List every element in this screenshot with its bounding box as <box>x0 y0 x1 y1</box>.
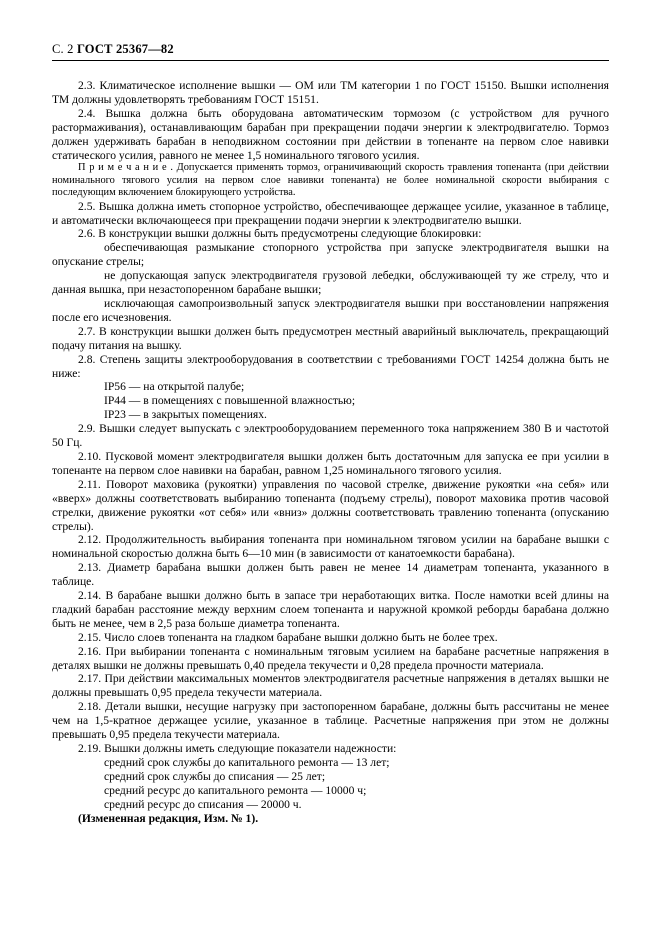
document-paragraph: исключающая самопроизвольный запуск электродвигателя вышки при восстановлении напряжения после его исчезновения. <box>52 297 609 324</box>
document-paragraph: 2.6. В конструкции вышки должны быть предусмотрены следующие блокировки: <box>78 227 482 241</box>
document-paragraph: средний срок службы до капитального ремонта — 13 лет; <box>104 755 390 769</box>
document-paragraph: средний ресурс до капитального ремонта — 10000 ч; <box>104 783 367 797</box>
document-paragraph: 2.4. Вышка должна быть оборудована автоматическим тормозом (с устройством для ручного растормаживания), останавливающим барабан при прекращении подачи энергии к электродвигателю. Тормоз должен удерживать барабан в неподвижном состоянии при действии в топенанте на первом слое навивки статического усилия, равного не менее 1,5 номинального тягового усилия. <box>52 106 609 162</box>
document-paragraph: средний ресурс до списания — 20000 ч. <box>104 797 302 811</box>
standard-designation: ГОСТ 25367—82 <box>76 42 174 56</box>
document-paragraph: IP56 — на открытой палубе; <box>104 380 245 394</box>
document-paragraph: 2.11. Поворот маховика (рукоятки) управления по часовой стрелке, движение рукоятки «на себя» или «вверх» должны соответствовать выбиранию топенанта (подъему стрелы), поворот маховика против часовой стрелки, движение рукоятки «от себя» или «вниз» должны соответствовать травлению топенанта (опусканию стрелы). <box>52 477 609 533</box>
document-paragraph: П р и м е ч а н и е . Допускается применять тормоз, ограничивающий скорость травления топенанта (при действии номинального тягового усилия на первом слое навивки топенанта) не более номинальной скорости выбирания с последующим включением блокирующего устройства. <box>52 162 609 199</box>
document-paragraph: IP23 — в закрытых помещениях. <box>104 408 267 422</box>
document-paragraph: 2.3. Климатическое исполнение вышки — ОМ или ТМ категории 1 по ГОСТ 15150. Вышки исполнения ТМ должны удовлетворять требованиям ГОСТ 15151. <box>52 79 609 106</box>
document-paragraph: 2.9. Вышки следует выпускать с электрооборудованием переменного тока напряжением 380 В и частотой 50 Гц. <box>52 422 609 450</box>
page-header <box>52 42 609 57</box>
document-paragraph: не допускающая запуск электродвигателя грузовой лебедки, обслуживающей ту же стрелу, что и данная вышка, при незастопоренном барабане вышки; <box>52 269 609 297</box>
page-number-label: С. 2 <box>52 42 74 56</box>
document-paragraph: 2.8. Степень защиты электрооборудования в соответствии с требованиями ГОСТ 14254 должна быть не ниже: <box>52 352 609 380</box>
document-paragraph: 2.7. В конструкции вышки должен быть предусмотрен местный аварийный выключатель, прекращающий подачу питания на вышку. <box>52 324 609 352</box>
document-paragraph: 2.14. В барабане вышки должно быть в запасе три неработающих витка. После намотки всей длины на гладкий барабан расстояние между верхним слоем топенанта и наружной кромкой реборды барабана должно быть не менее, чем в 2,5 раза больше диаметра топенанта. <box>52 589 609 630</box>
header-divider <box>52 60 609 61</box>
document-paragraph: 2.10. Пусковой момент электродвигателя вышки должен быть достаточным для запуска ее при усилии в топенанте на первом слое навивки на барабан, равном 1,25 номинального тягового усилия. <box>52 449 609 477</box>
document-paragraph: (Измененная редакция, Изм. № 1). <box>78 811 259 825</box>
document-paragraph: 2.18. Детали вышки, несущие нагрузку при застопоренном барабане, должны быть рассчитаны не менее чем на 1,5-кратное держащее усилие, указанное в таблице. Расчетные напряжения при этом не должны превышать 0,95 предела текучести материала. <box>52 700 609 742</box>
document-body <box>52 79 609 825</box>
document-paragraph: средний срок службы до списания — 25 лет; <box>104 769 326 783</box>
document-paragraph: 2.19. Вышки должны иметь следующие показатели надежности: <box>78 742 397 755</box>
document-paragraph: обеспечивающая размыкание стопорного устройства при запуске электродвигателя вышки на опускание стрелы; <box>52 241 609 269</box>
document-paragraph: 2.17. При действии максимальных моментов электродвигателя расчетные напряжения в деталях вышки не должны превышать 0,95 предела текучести материала. <box>52 672 609 700</box>
document-paragraph: 2.13. Диаметр барабана вышки должен быть равен не менее 14 диаметрам топенанта, указанного в таблице. <box>52 561 609 589</box>
document-paragraph: IP44 — в помещениях с повышенной влажностью; <box>104 394 356 408</box>
document-paragraph: 2.12. Продолжительность выбирания топенанта при номинальном тяговом усилии на барабане вышки с номинальной скоростью должна быть 6—10 мин (в зависимости от канатоемкости барабана). <box>52 533 609 561</box>
document-paragraph: 2.15. Число слоев топенанта на гладком барабане вышки должно быть не более трех. <box>78 630 498 644</box>
document-paragraph: 2.5. Вышка должна иметь стопорное устройство, обеспечивающее держащее усилие, указанное в таблице, и автоматически включающееся при прекращении подачи энергии к электродвигателю вышки. <box>52 199 609 227</box>
document-paragraph: 2.16. При выбирании топенанта с номинальным тяговым усилием на барабане расчетные напряжения в деталях вышки не должны превышать 0,40 предела текучести и 0,28 предела прочности материала. <box>52 644 609 672</box>
